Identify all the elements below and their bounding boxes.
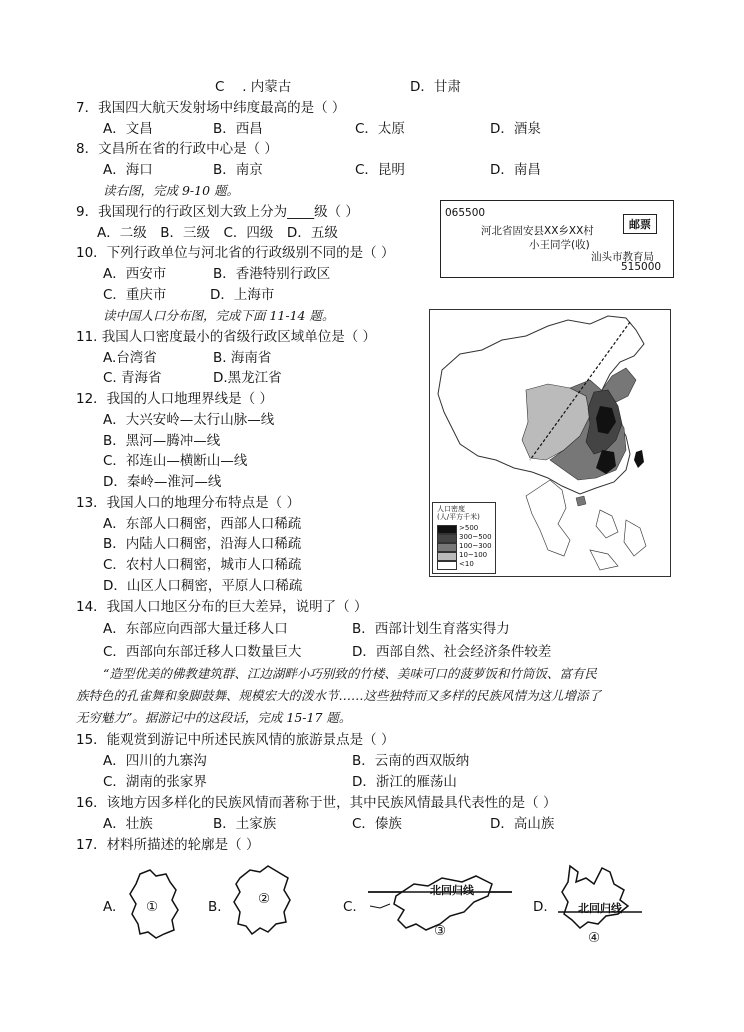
legend-swatch (437, 525, 457, 534)
q15-option-d: D．浙江的雁荡山 (352, 774, 457, 790)
q14-option-a: A．东部应向西部大量迁移人口 (103, 621, 288, 637)
q14-stem: 14．我国人口地区分布的巨大差异，说明了（ ） (76, 599, 368, 615)
legend-swatch (437, 534, 457, 543)
q15-option-c: C．湖南的张家界 (103, 774, 207, 790)
q13-option-b: B．内陆人口稠密，沿海人口稀疏 (103, 536, 302, 552)
q10-stem: 10．下列行政单位与河北省的行政级别不同的是（ ） (76, 245, 395, 261)
legend-title: 人口密度 (437, 505, 465, 513)
q7-option-d: D．酒泉 (490, 121, 541, 137)
legend-label: 100~300 (459, 542, 492, 550)
legend-swatch (437, 552, 457, 561)
q7-option-b: B．西昌 (213, 121, 263, 137)
q17-stem: 17．材料所描述的轮廓是（ ） (76, 837, 260, 853)
legend-label: 10~100 (459, 551, 488, 559)
envelope-sender: 汕头市教育局 (591, 251, 654, 263)
q13-option-a: A．东部人口稠密，西部人口稀疏 (103, 516, 302, 532)
envelope-postcode-from: 065500 (445, 207, 486, 219)
q12-option-a: A．大兴安岭—太行山脉—线 (103, 412, 275, 428)
outline-2-number: ② (258, 891, 271, 907)
passage-line-3: 无穷魅力”。据游记中的这段话，完成 15-17 题。 (76, 710, 352, 725)
q7-option-c: C．太原 (355, 121, 405, 137)
q10-option-c: C．重庆市 (103, 287, 167, 303)
outline-4-tropic-label: 北回归线 (578, 902, 622, 915)
envelope-stamp: 邮票 (623, 214, 657, 234)
q11-option-a: A.台湾省 (103, 350, 157, 366)
q14-option-d: D．西部自然、社会经济条件较差 (352, 644, 552, 660)
q17-option-d-label: D. (533, 899, 548, 915)
q10-option-b: B．香港特别行政区 (213, 266, 331, 282)
q10-option-d: D．上海市 (210, 287, 275, 303)
envelope-recipient: 小王同学(收) (529, 239, 590, 251)
legend-item (437, 534, 493, 542)
q17-option-c-label: C. (343, 899, 357, 915)
envelope-postcode-to: 515000 (621, 261, 662, 273)
q10-option-a: A．西安市 (103, 266, 167, 282)
q14-option-c: C．西部向东部迁移人口数量巨大 (103, 644, 302, 660)
q15-option-b: B．云南的西双版纳 (352, 753, 470, 769)
q11-option-b: B. 海南省 (213, 350, 272, 366)
q8-option-d: D．南昌 (490, 162, 541, 178)
q15-option-a: A．四川的九寨沟 (103, 753, 207, 769)
q13-option-d: D．山区人口稠密，平原人口稀疏 (103, 578, 303, 594)
legend-item (437, 525, 493, 533)
q7-stem: 7．我国四大航天发射场中纬度最高的是（ ） (76, 100, 346, 116)
q11-stem: 11. 我国人口密度最小的省级行政区域单位是（ ） (76, 329, 377, 345)
q16-stem: 16．该地方因多样化的民族风情而著称于世，其中民族风情最具代表性的是（ ） (76, 795, 557, 811)
legend-label: 300~500 (459, 533, 492, 541)
outline-3-tropic-label: 北回归线 (430, 884, 474, 897)
q8-option-b: B．南京 (213, 162, 263, 178)
q11-option-c: C. 青海省 (103, 370, 162, 386)
q17-option-a-label: A. (103, 899, 117, 915)
intro-9-10: 读右图，完成 9-10 题。 (103, 183, 240, 198)
q16-option-c: C．傣族 (352, 816, 402, 832)
passage-line-2: 族特色的孔雀舞和象脚鼓舞、规模宏大的泼水节……这些独特而又多样的民族风情为这儿增添了 (76, 688, 602, 703)
intro-11-14: 读中国人口分布图，完成下面 11-14 题。 (103, 308, 335, 323)
q8-option-c: C．昆明 (355, 162, 405, 178)
legend-item (437, 561, 493, 569)
legend-swatch (437, 561, 457, 570)
legend-unit: (人/平方千米) (437, 513, 480, 521)
outline-1-number: ① (146, 899, 159, 915)
q9-options: A．二级 B．三级 C．四级 D．五级 (97, 225, 338, 241)
q15-stem: 15．能观赏到游记中所述民族风情的旅游景点是（ ） (76, 732, 395, 748)
legend-swatch (437, 543, 457, 552)
q16-option-b: B．土家族 (213, 816, 277, 832)
q16-option-a: A．壮族 (103, 816, 153, 832)
q11-option-d: D.黑龙江省 (213, 370, 282, 386)
q9-stem: 9．我国现行的行政区划大致上分为____级（ ） (76, 204, 359, 220)
q17-option-b-label: B. (208, 899, 222, 915)
q8-stem: 8．文昌所在省的行政中心是（ ） (76, 141, 278, 157)
outline-4-number: ④ (588, 930, 601, 946)
legend-label: <10 (459, 560, 474, 568)
q12-option-b: B．黑河—腾冲—线 (103, 433, 221, 449)
envelope-figure (440, 200, 674, 278)
q12-option-c: C．祁连山—横断山—线 (103, 453, 248, 469)
q13-stem: 13．我国人口的地理分布特点是（ ） (76, 495, 300, 511)
legend-item (437, 552, 493, 560)
envelope-address: 河北省固安县XX乡XX村 (481, 225, 594, 237)
q7-option-a: A．文昌 (103, 121, 153, 137)
q13-option-c: C．农村人口稠密，城市人口稀疏 (103, 557, 302, 573)
legend-label: >500 (459, 524, 479, 532)
q14-option-b: B．西部计划生育落实得力 (352, 621, 510, 637)
q16-option-d: D．高山族 (490, 816, 555, 832)
legend-item (437, 543, 493, 551)
q12-option-d: D．秦岭—淮河—线 (103, 474, 222, 490)
q6-option-d: D．甘肃 (410, 79, 461, 95)
q8-option-a: A．海口 (103, 162, 153, 178)
map-legend (432, 502, 496, 574)
q6-option-c: C . 内蒙古 (215, 79, 292, 95)
outline-3-number: ③ (434, 923, 447, 939)
q12-stem: 12．我国的人口地理界线是（ ） (76, 391, 273, 407)
passage-line-1: “造型优美的佛教建筑群、江边湖畔小巧别致的竹楼、美味可口的菠萝饭和竹筒饭、富有民 (103, 666, 597, 681)
